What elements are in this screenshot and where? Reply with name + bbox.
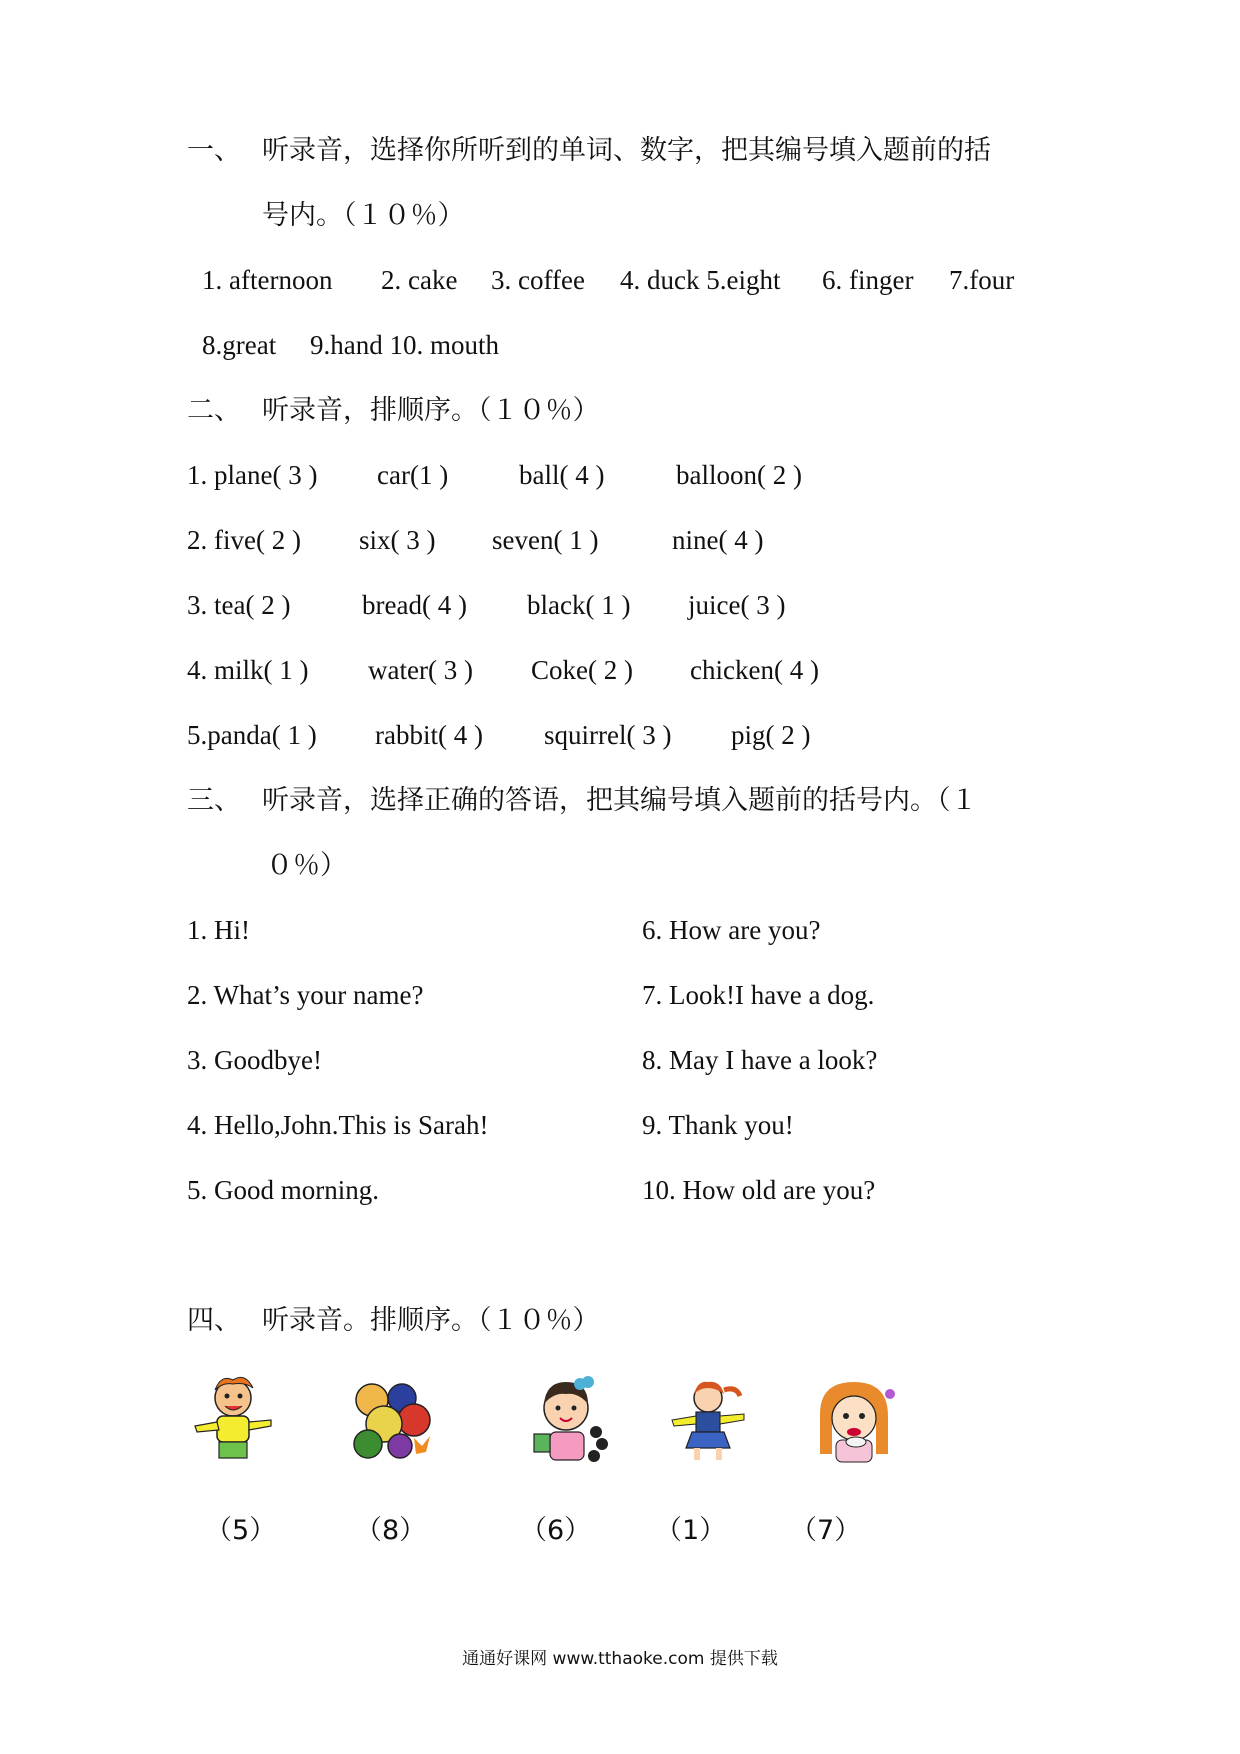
order-item: car(1 ): [377, 460, 449, 490]
order-item: water( 3 ): [368, 655, 473, 685]
picture-answer: （6）: [520, 1515, 592, 1546]
section1-title-line1: 听录音，选择你所听到的单词、数字，把其编号填入题前的括: [262, 135, 991, 166]
dialog-item: 6. How are you?: [642, 915, 821, 945]
picture-answer: （8）: [355, 1515, 427, 1546]
section1-title-line2: 号内。（１０％）: [262, 200, 465, 231]
order-item: ball( 4 ): [519, 460, 605, 490]
section3-title-line1: 听录音，选择正确的答语，把其编号填入题前的括号内。（１: [262, 785, 978, 816]
section1-marker: 一、: [187, 135, 241, 166]
word-item: 3. coffee: [491, 265, 585, 295]
section2-marker: 二、: [187, 395, 241, 426]
order-item: nine( 4 ): [672, 525, 764, 555]
dialog-item: 1. Hi!: [187, 915, 250, 945]
section4-title: 听录音。排顺序。（１０％）: [262, 1305, 600, 1336]
dialog-item: 3. Goodbye!: [187, 1045, 322, 1075]
word-item: 8.great: [202, 330, 277, 360]
dialog-item: 9. Thank you!: [642, 1110, 794, 1140]
section2-heading: [187, 397, 600, 424]
picture-answer: （1）: [655, 1515, 727, 1546]
word-item: 7.four: [949, 265, 1015, 295]
order-item: 4. milk( 1 ): [187, 655, 309, 685]
party-picture: [344, 1374, 436, 1466]
section4-marker: 四、: [187, 1305, 241, 1336]
order-item: 1. plane( 3 ): [187, 460, 318, 490]
word-item: 1. afternoon: [202, 265, 333, 295]
order-item: pig( 2 ): [731, 720, 811, 750]
dialog-item: 4. Hello,John.This is Sarah!: [187, 1110, 489, 1140]
girl-eating-picture: [806, 1374, 898, 1466]
dialog-item: 7. Look!I have a dog.: [642, 980, 875, 1010]
section3-title-line2: ０％）: [266, 850, 347, 881]
order-item: balloon( 2 ): [676, 460, 802, 490]
word-item: 6. finger: [822, 265, 914, 295]
dialog-item: 8. May I have a look?: [642, 1045, 878, 1075]
word-item: 9.hand 10. mouth: [310, 330, 499, 360]
order-item: juice( 3 ): [688, 590, 786, 620]
girl-dancing-picture: [662, 1374, 754, 1466]
dialog-item: 10. How old are you?: [642, 1175, 876, 1205]
dialog-item: 5. Good morning.: [187, 1175, 379, 1205]
order-item: squirrel( 3 ): [544, 720, 672, 750]
word-item: 2. cake: [381, 265, 458, 295]
picture-answer: （7）: [790, 1515, 862, 1546]
order-item: 3. tea( 2 ): [187, 590, 291, 620]
order-item: Coke( 2 ): [531, 655, 633, 685]
footer-credit: 通通好课网 www.tthaoke.com 提供下载: [462, 1649, 778, 1669]
section1-heading: [187, 137, 991, 164]
dialog-item: 2. What’s your name?: [187, 980, 424, 1010]
order-item: rabbit( 4 ): [375, 720, 483, 750]
order-item: chicken( 4 ): [690, 655, 819, 685]
section2-title: 听录音，排顺序。（１０％）: [262, 395, 600, 426]
order-item: bread( 4 ): [362, 590, 467, 620]
order-item: 2. five( 2 ): [187, 525, 301, 555]
section3-heading: [187, 787, 978, 814]
order-item: seven( 1 ): [492, 525, 599, 555]
order-item: six( 3 ): [359, 525, 436, 555]
word-item: 4. duck 5.eight: [620, 265, 781, 295]
order-item: 5.panda( 1 ): [187, 720, 317, 750]
girl-with-cup-picture: [522, 1374, 614, 1466]
order-item: black( 1 ): [527, 590, 631, 620]
boy-pointing-picture: [187, 1374, 279, 1466]
section3-marker: 三、: [187, 785, 241, 816]
section4-heading: [187, 1307, 600, 1334]
picture-answer: （5）: [205, 1515, 277, 1546]
